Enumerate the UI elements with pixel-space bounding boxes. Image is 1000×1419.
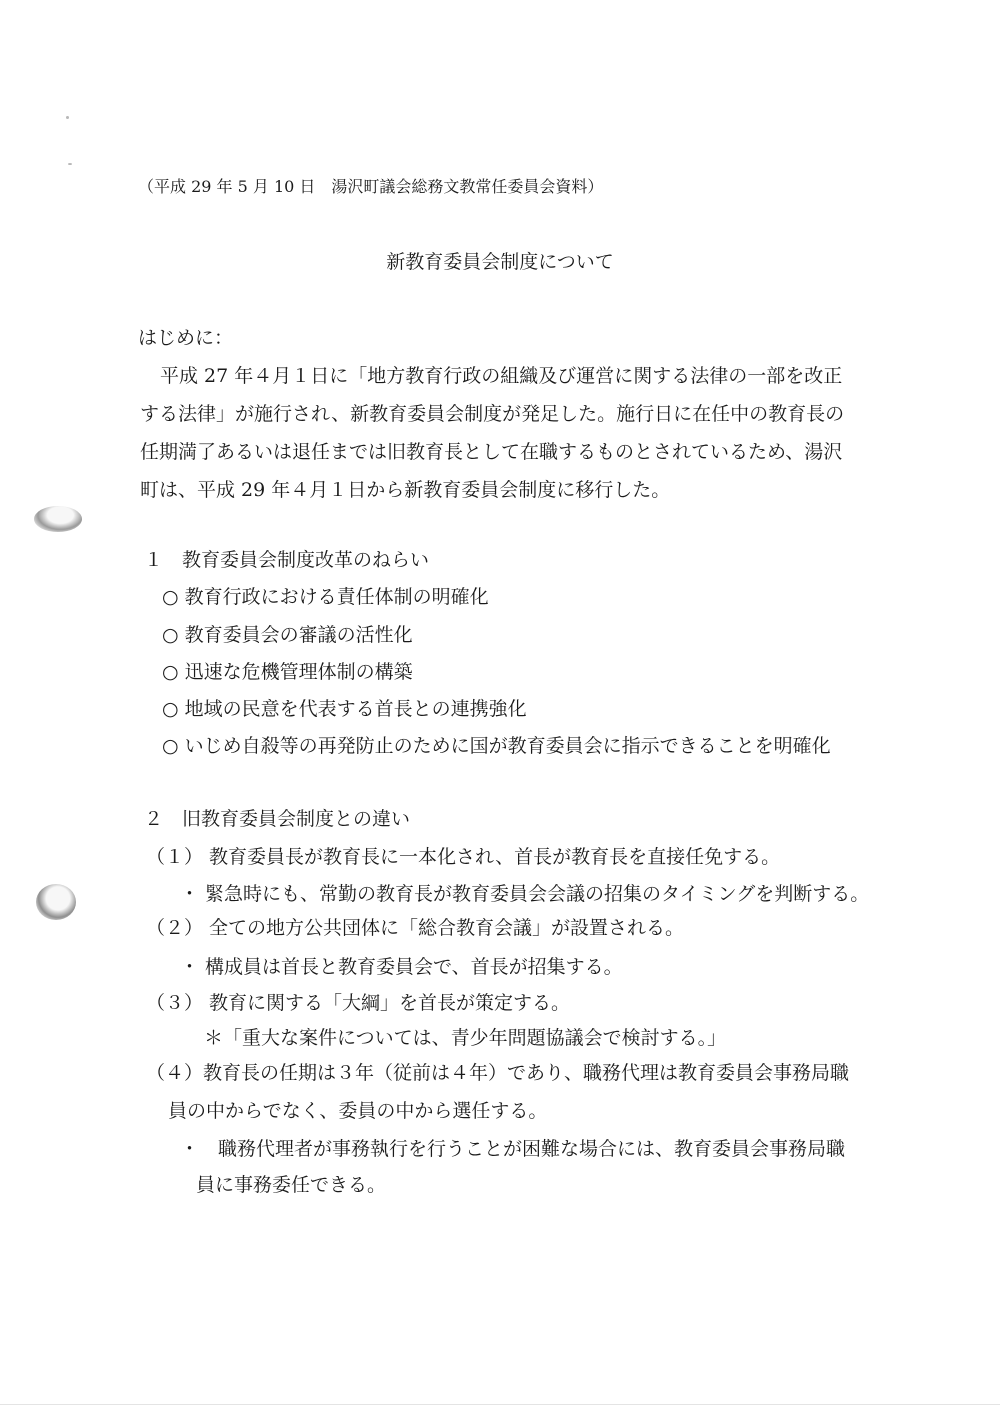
- scan-speck: [68, 163, 72, 165]
- aim-list-item: ○ 教育委員会の審議の活性化: [162, 624, 413, 646]
- difference-item: （１） 教育委員長が教育長に一本化され、首長が教育長を直接任免する。: [146, 846, 781, 868]
- difference-note: ＊「重大な案件については、青少年問題協議会で検討する。」: [204, 1027, 727, 1049]
- difference-bullet-continued: 員に事務委任できる。: [196, 1174, 387, 1196]
- difference-item: （２） 全ての地方公共団体に「総合教育会議」が設置される。: [146, 917, 685, 939]
- intro-line: 平成 27 年４月１日に「地方教育行政の組織及び運営に関する法律の一部を改正: [160, 365, 843, 387]
- punch-hole-mark: [34, 506, 82, 532]
- document-header: （平成 29 年 5 月 10 日 湯沢町議会総務文教常任委員会資料）: [138, 177, 604, 196]
- section-2-heading: ２ 旧教育委員会制度との違い: [144, 808, 411, 830]
- document-title: 新教育委員会制度について: [386, 251, 614, 273]
- difference-item: （３） 教育に関する「大綱」を首長が策定する。: [146, 992, 571, 1014]
- scan-speck: [66, 116, 69, 119]
- aim-list-item: ○ 地域の民意を代表する首長との連携強化: [162, 698, 527, 720]
- aim-list-item: ○ 教育行政における責任体制の明確化: [162, 586, 489, 608]
- difference-item-continued: 員の中からでなく、委員の中から選任する。: [168, 1100, 548, 1122]
- difference-bullet: ・ 構成員は首長と教育委員会で、首長が招集する。: [180, 956, 623, 978]
- intro-line: 町は、平成 29 年４月１日から新教育委員会制度に移行した。: [140, 479, 671, 501]
- aim-list-item: ○ いじめ自殺等の再発防止のために国が教育委員会に指示できることを明確化: [162, 735, 831, 757]
- section-1-heading: １ 教育委員会制度改革のねらい: [144, 549, 430, 571]
- intro-heading: はじめに：: [138, 327, 234, 349]
- punch-hole-mark: [36, 884, 76, 920]
- aim-list-item: ○ 迅速な危機管理体制の構築: [162, 661, 413, 683]
- scan-edge: [0, 1404, 1000, 1405]
- difference-bullet: ・ 緊急時にも、常勤の教育長が教育委員会会議の招集のタイミングを判断する。: [180, 883, 870, 905]
- intro-line: 任期満了あるいは退任までは旧教育長として在職するものとされているため、湯沢: [140, 441, 843, 463]
- difference-bullet: ・ 職務代理者が事務執行を行うことが困難な場合には、教育委員会事務局職: [180, 1138, 846, 1160]
- intro-line: する法律」が施行され、新教育委員会制度が発足した。施行日に在任中の教育長の: [140, 403, 845, 425]
- difference-item: （４）教育長の任期は３年（従前は４年）であり、職務代理は教育委員会事務局職: [146, 1062, 850, 1084]
